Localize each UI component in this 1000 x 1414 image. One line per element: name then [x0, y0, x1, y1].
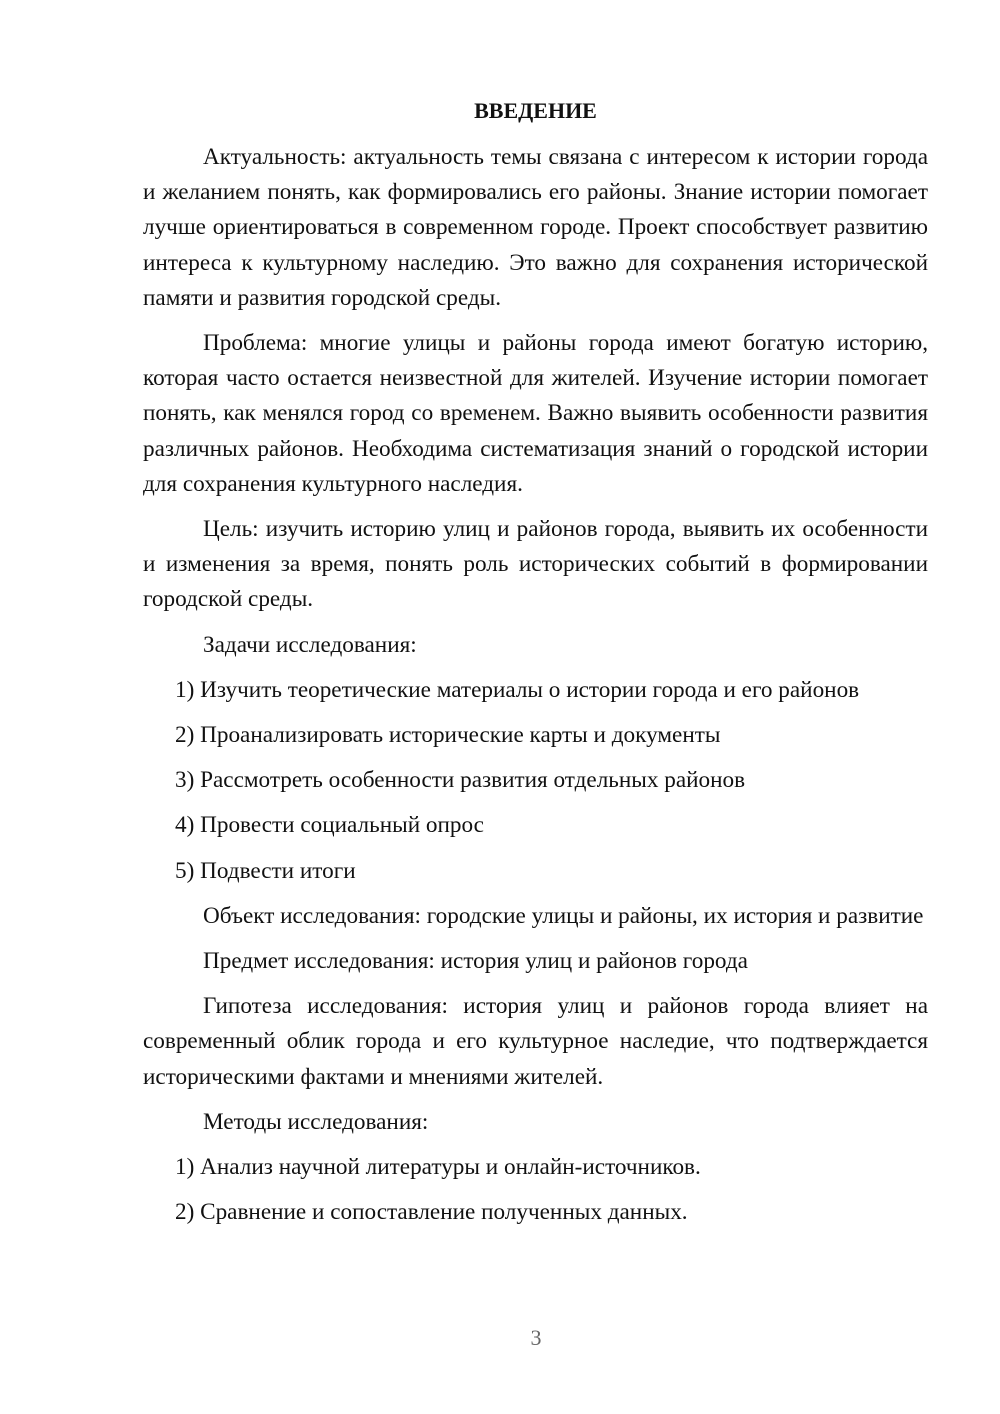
problem-paragraph: Проблема: многие улицы и районы города имеют богатую историю, которая часто остается неизвестной для жителей. Изучение истории помогает понять, как менялся город со временем. Важно выявить особенности развития различных районов. Необходима систематизация знаний о городской истории для сохранения культурного наследия. — [143, 330, 928, 497]
goal-paragraph: Цель: изучить историю улиц и районов города, выявить их особенности и изменения за время, понять роль исторических событий в формировании городской среды. — [143, 516, 928, 613]
methods-heading: Методы исследования: — [203, 1108, 429, 1135]
object-paragraph: Объект исследования: городские улицы и районы, их история и развитие — [203, 902, 924, 929]
page-title: ВВЕДЕНИЕ — [474, 98, 597, 123]
list-item: 1) Изучить теоретические материалы о истории города и его районов — [175, 676, 860, 703]
hypothesis-paragraph: Гипотеза исследования: история улиц и районов города влияет на современный облик города и его культурное наследие, что подтверждается историческими фактами и мнениями жителей. — [143, 993, 928, 1090]
list-item: 5) Подвести итоги — [175, 857, 356, 884]
relevance-paragraph: Актуальность: актуальность темы связана с интересом к истории города и желанием понять, как формировались его районы. Знание истории помогает лучше ориентироваться в современном городе. Проект способствует развитию интереса к культурному наследию. Это важно для сохранения исторической памяти и развития городской среды. — [143, 144, 928, 311]
page-number: 3 — [530, 1325, 542, 1350]
document-page — [143, 90, 928, 1240]
list-item: 2) Сравнение и сопоставление полученных данных. — [175, 1199, 688, 1226]
list-item: 2) Проанализировать исторические карты и документы — [175, 722, 721, 749]
methods-list — [143, 1150, 928, 1230]
list-item: 3) Рассмотреть особенности развития отдельных районов — [175, 767, 746, 794]
tasks-heading: Задачи исследования: — [203, 631, 417, 658]
subject-paragraph: Предмет исследования: история улиц и районов города — [203, 948, 748, 975]
tasks-list — [143, 673, 928, 889]
list-item: 1) Анализ научной литературы и онлайн-источников. — [175, 1154, 701, 1181]
list-item: 4) Провести социальный опрос — [175, 812, 484, 839]
